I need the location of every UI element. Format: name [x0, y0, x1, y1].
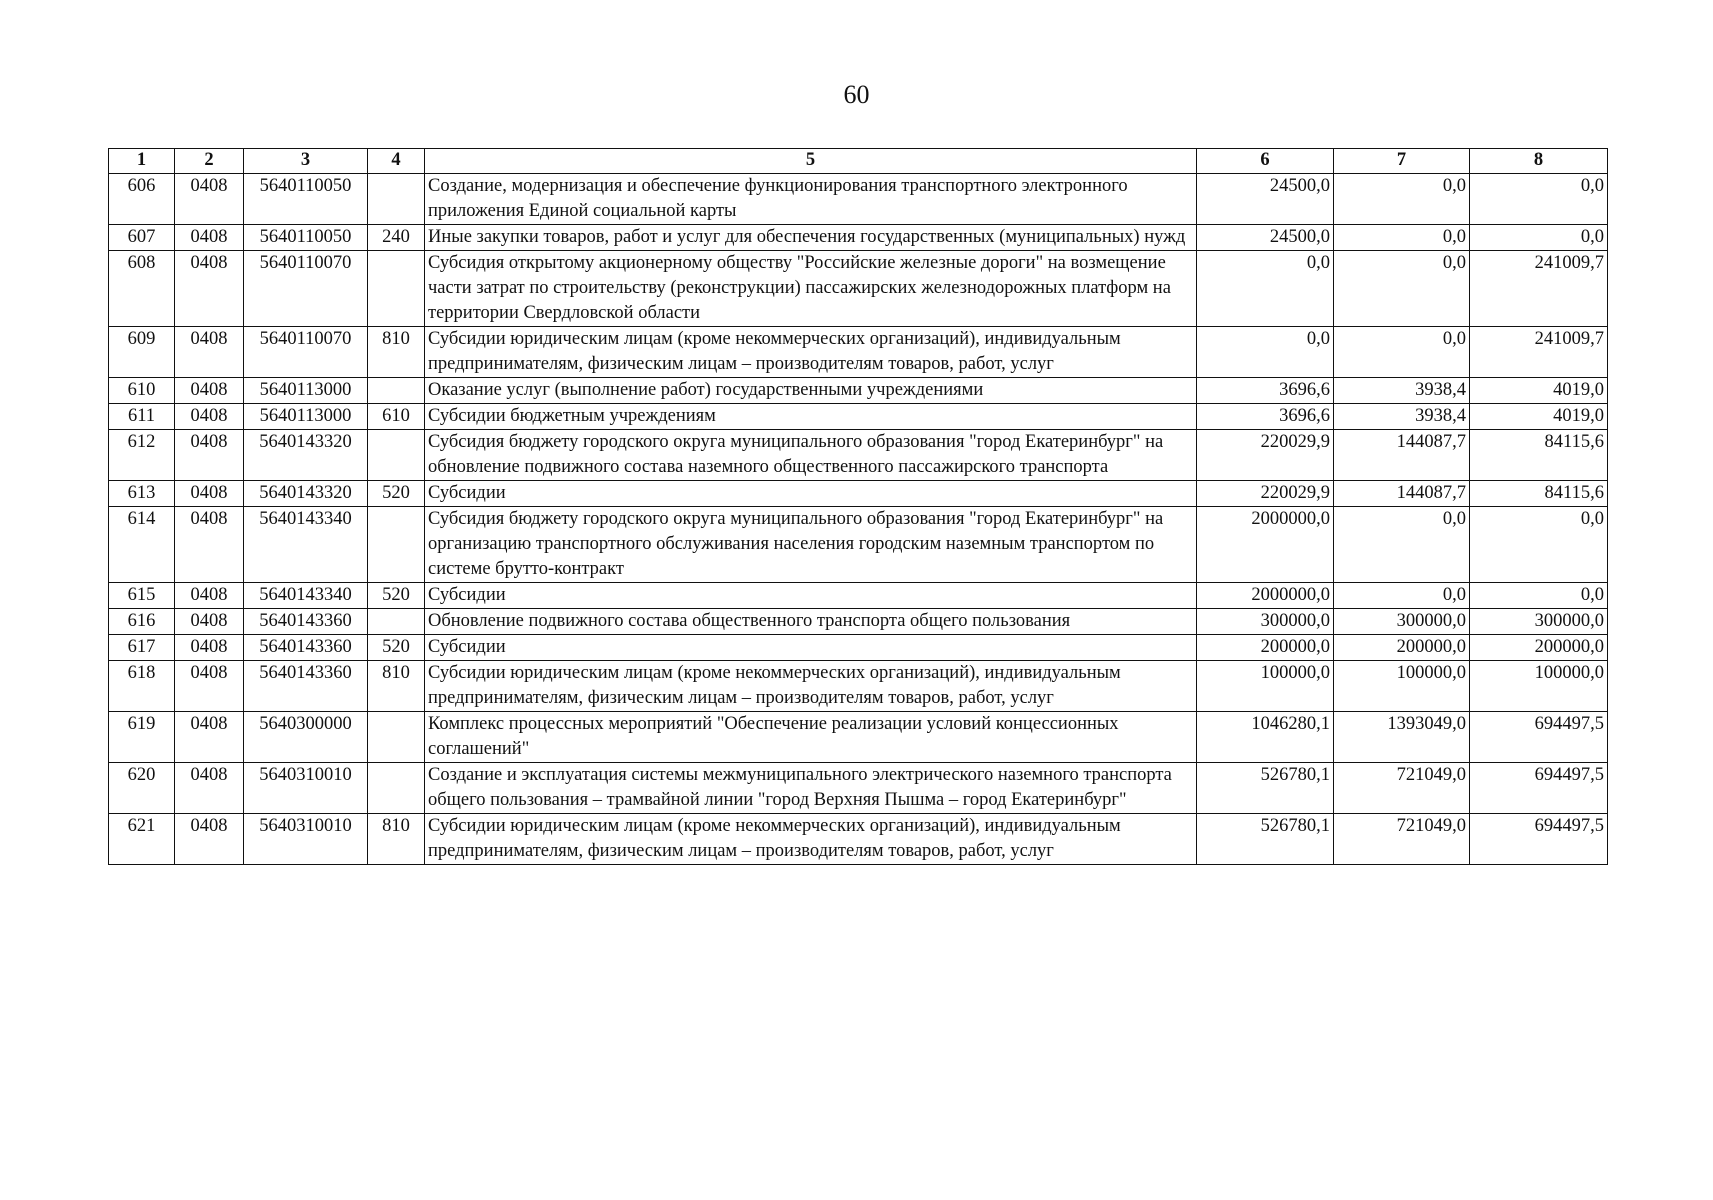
target-article-code: 5640143360: [244, 609, 368, 635]
expense-type-code: 810: [368, 814, 425, 865]
amount-col-6: 100000,0: [1197, 661, 1334, 712]
item-name: Субсидия бюджету городского округа муниципального образования "город Екатеринбург" на организацию транспортного обслуживания населения городским наземным транспортом по системе брутто-контракт: [425, 507, 1197, 583]
section-code: 0408: [175, 378, 244, 404]
row-number: 618: [109, 661, 175, 712]
amount-col-6: 3696,6: [1197, 378, 1334, 404]
expense-type-code: [368, 763, 425, 814]
amount-col-7: 200000,0: [1334, 635, 1470, 661]
expense-type-code: 810: [368, 661, 425, 712]
amount-col-8: 0,0: [1470, 583, 1608, 609]
page-number: 60: [843, 80, 870, 109]
amount-col-7: 1393049,0: [1334, 712, 1470, 763]
amount-col-6: 0,0: [1197, 251, 1334, 327]
amount-col-7: 721049,0: [1334, 814, 1470, 865]
table-row: [109, 481, 1608, 507]
table-row: [109, 378, 1608, 404]
header-col-8: 8: [1470, 149, 1608, 174]
section-code: 0408: [175, 174, 244, 225]
section-code: 0408: [175, 430, 244, 481]
amount-col-6: 526780,1: [1197, 814, 1334, 865]
item-name: Субсидии юридическим лицам (кроме некоммерческих организаций), индивидуальным предпринимателям, физическим лицам – производителям товаров, работ, услуг: [425, 661, 1197, 712]
amount-col-6: 200000,0: [1197, 635, 1334, 661]
section-code: 0408: [175, 609, 244, 635]
row-number: 615: [109, 583, 175, 609]
target-article-code: 5640143320: [244, 481, 368, 507]
section-code: 0408: [175, 327, 244, 378]
item-name: Обновление подвижного состава общественного транспорта общего пользования: [425, 609, 1197, 635]
section-code: 0408: [175, 404, 244, 430]
amount-col-8: 100000,0: [1470, 661, 1608, 712]
table-row: [109, 507, 1608, 583]
row-number: 614: [109, 507, 175, 583]
amount-col-6: 2000000,0: [1197, 507, 1334, 583]
table-row: [109, 404, 1608, 430]
section-code: 0408: [175, 661, 244, 712]
expense-type-code: [368, 712, 425, 763]
amount-col-8: 84115,6: [1470, 430, 1608, 481]
row-number: 611: [109, 404, 175, 430]
expense-type-code: [368, 609, 425, 635]
item-name: Субсидии юридическим лицам (кроме некоммерческих организаций), индивидуальным предпринимателям, физическим лицам – производителям товаров, работ, услуг: [425, 814, 1197, 865]
amount-col-6: 300000,0: [1197, 609, 1334, 635]
table-row: [109, 661, 1608, 712]
row-number: 608: [109, 251, 175, 327]
amount-col-8: 694497,5: [1470, 763, 1608, 814]
amount-col-7: 0,0: [1334, 507, 1470, 583]
item-name: Субсидии: [425, 481, 1197, 507]
amount-col-8: 84115,6: [1470, 481, 1608, 507]
amount-col-7: 0,0: [1334, 583, 1470, 609]
header-col-6: 6: [1197, 149, 1334, 174]
item-name: Комплекс процессных мероприятий "Обеспечение реализации условий концессионных соглашений": [425, 712, 1197, 763]
expense-type-code: [368, 174, 425, 225]
header-col-3: 3: [244, 149, 368, 174]
target-article-code: 5640143320: [244, 430, 368, 481]
expense-type-code: 520: [368, 635, 425, 661]
amount-col-7: 0,0: [1334, 251, 1470, 327]
amount-col-6: 220029,9: [1197, 430, 1334, 481]
amount-col-7: 300000,0: [1334, 609, 1470, 635]
amount-col-7: 0,0: [1334, 327, 1470, 378]
target-article-code: 5640110070: [244, 251, 368, 327]
table-row: [109, 327, 1608, 378]
row-number: 616: [109, 609, 175, 635]
table-row: [109, 814, 1608, 865]
target-article-code: 5640113000: [244, 404, 368, 430]
table-row: [109, 635, 1608, 661]
row-number: 619: [109, 712, 175, 763]
row-number: 606: [109, 174, 175, 225]
section-code: 0408: [175, 583, 244, 609]
amount-col-6: 2000000,0: [1197, 583, 1334, 609]
item-name: Создание и эксплуатация системы межмуниципального электрического наземного транспорта общего пользования – трамвайной линии "город Верхняя Пышма – город Екатеринбург": [425, 763, 1197, 814]
amount-col-7: 721049,0: [1334, 763, 1470, 814]
item-name: Субсидии бюджетным учреждениям: [425, 404, 1197, 430]
amount-col-6: 24500,0: [1197, 174, 1334, 225]
amount-col-8: 200000,0: [1470, 635, 1608, 661]
section-code: 0408: [175, 763, 244, 814]
header-col-1: 1: [109, 149, 175, 174]
table-row: [109, 583, 1608, 609]
expense-type-code: 610: [368, 404, 425, 430]
amount-col-8: 0,0: [1470, 225, 1608, 251]
amount-col-7: 0,0: [1334, 225, 1470, 251]
item-name: Оказание услуг (выполнение работ) государственными учреждениями: [425, 378, 1197, 404]
amount-col-8: 241009,7: [1470, 327, 1608, 378]
table-row: [109, 251, 1608, 327]
row-number: 621: [109, 814, 175, 865]
header-col-5: 5: [425, 149, 1197, 174]
amount-col-6: 1046280,1: [1197, 712, 1334, 763]
expense-type-code: [368, 251, 425, 327]
amount-col-7: 0,0: [1334, 174, 1470, 225]
row-number: 617: [109, 635, 175, 661]
expense-type-code: [368, 430, 425, 481]
row-number: 620: [109, 763, 175, 814]
target-article-code: 5640143340: [244, 583, 368, 609]
table-row: [109, 174, 1608, 225]
section-code: 0408: [175, 712, 244, 763]
budget-table: [108, 148, 1608, 865]
row-number: 609: [109, 327, 175, 378]
amount-col-6: 220029,9: [1197, 481, 1334, 507]
table-row: [109, 763, 1608, 814]
amount-col-8: 0,0: [1470, 174, 1608, 225]
amount-col-7: 3938,4: [1334, 404, 1470, 430]
amount-col-7: 144087,7: [1334, 430, 1470, 481]
row-number: 612: [109, 430, 175, 481]
table-row: [109, 712, 1608, 763]
amount-col-8: 4019,0: [1470, 404, 1608, 430]
target-article-code: 5640110050: [244, 225, 368, 251]
amount-col-8: 0,0: [1470, 507, 1608, 583]
table-row: [109, 225, 1608, 251]
target-article-code: 5640113000: [244, 378, 368, 404]
expense-type-code: 810: [368, 327, 425, 378]
table-body: [109, 174, 1608, 865]
table-row: [109, 430, 1608, 481]
section-code: 0408: [175, 225, 244, 251]
header-col-2: 2: [175, 149, 244, 174]
amount-col-7: 3938,4: [1334, 378, 1470, 404]
header-col-7: 7: [1334, 149, 1470, 174]
target-article-code: 5640310010: [244, 763, 368, 814]
amount-col-7: 144087,7: [1334, 481, 1470, 507]
target-article-code: 5640110070: [244, 327, 368, 378]
item-name: Создание, модернизация и обеспечение функционирования транспортного электронного приложения Единой социальной карты: [425, 174, 1197, 225]
item-name: Субсидия бюджету городского округа муниципального образования "город Екатеринбург" на обновление подвижного состава наземного общественного пассажирского транспорта: [425, 430, 1197, 481]
header-col-4: 4: [368, 149, 425, 174]
target-article-code: 5640143360: [244, 635, 368, 661]
section-code: 0408: [175, 507, 244, 583]
amount-col-8: 694497,5: [1470, 814, 1608, 865]
row-number: 613: [109, 481, 175, 507]
section-code: 0408: [175, 814, 244, 865]
section-code: 0408: [175, 251, 244, 327]
amount-col-6: 3696,6: [1197, 404, 1334, 430]
target-article-code: 5640310010: [244, 814, 368, 865]
target-article-code: 5640143360: [244, 661, 368, 712]
section-code: 0408: [175, 635, 244, 661]
item-name: Субсидии: [425, 583, 1197, 609]
amount-col-7: 100000,0: [1334, 661, 1470, 712]
row-number: 607: [109, 225, 175, 251]
amount-col-8: 300000,0: [1470, 609, 1608, 635]
amount-col-8: 4019,0: [1470, 378, 1608, 404]
amount-col-6: 0,0: [1197, 327, 1334, 378]
section-code: 0408: [175, 481, 244, 507]
item-name: Субсидии юридическим лицам (кроме некоммерческих организаций), индивидуальным предпринимателям, физическим лицам – производителям товаров, работ, услуг: [425, 327, 1197, 378]
table-header-row: [109, 149, 1608, 174]
expense-type-code: [368, 507, 425, 583]
amount-col-8: 694497,5: [1470, 712, 1608, 763]
amount-col-6: 526780,1: [1197, 763, 1334, 814]
amount-col-6: 24500,0: [1197, 225, 1334, 251]
target-article-code: 5640143340: [244, 507, 368, 583]
expense-type-code: 520: [368, 583, 425, 609]
table-row: [109, 609, 1608, 635]
target-article-code: 5640110050: [244, 174, 368, 225]
row-number: 610: [109, 378, 175, 404]
expense-type-code: 240: [368, 225, 425, 251]
amount-col-8: 241009,7: [1470, 251, 1608, 327]
item-name: Иные закупки товаров, работ и услуг для обеспечения государственных (муниципальных) нужд: [425, 225, 1197, 251]
item-name: Субсидия открытому акционерному обществу "Российские железные дороги" на возмещение части затрат по строительству (реконструкции) пассажирских железнодорожных платформ на территории Свердловской области: [425, 251, 1197, 327]
expense-type-code: [368, 378, 425, 404]
item-name: Субсидии: [425, 635, 1197, 661]
expense-type-code: 520: [368, 481, 425, 507]
target-article-code: 5640300000: [244, 712, 368, 763]
